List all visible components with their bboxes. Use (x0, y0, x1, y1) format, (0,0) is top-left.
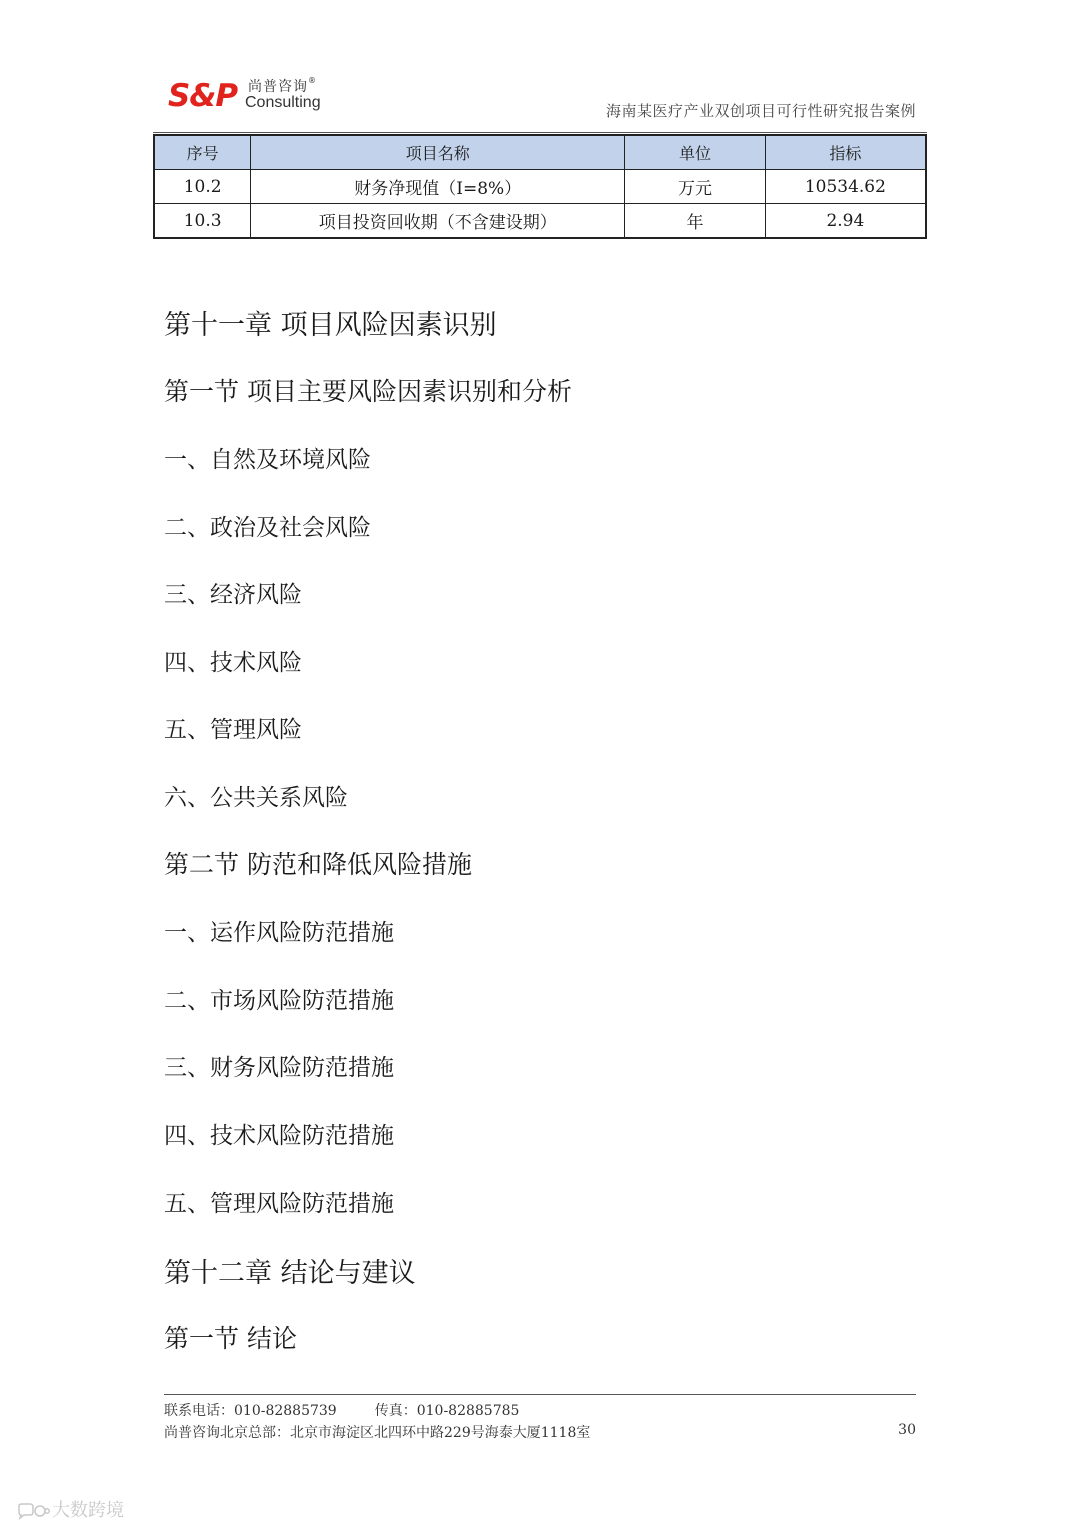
footer-divider (164, 1394, 916, 1395)
watermark (16, 1496, 124, 1522)
column-header: 序号 (154, 135, 251, 170)
outline-item: 四、技术风险防范措施 (164, 1123, 394, 1149)
outline-item: 五、管理风险 (164, 717, 302, 743)
table-cell: 万元 (625, 170, 766, 204)
section-heading: 第一节 项目主要风险因素识别和分析 (164, 377, 572, 406)
registered-mark: ® (308, 76, 317, 85)
column-header: 项目名称 (251, 135, 625, 170)
outline-item: 三、财务风险防范措施 (164, 1055, 394, 1081)
header-divider (153, 132, 927, 133)
table-row (154, 170, 926, 204)
watermark-text: 大数跨境 (52, 1500, 124, 1521)
chat-bubble-icon (16, 1502, 50, 1520)
table-cell: 10534.62 (765, 170, 926, 204)
outline-item: 一、运作风险防范措施 (164, 920, 394, 946)
outline-item: 五、管理风险防范措施 (164, 1191, 394, 1217)
footer-address: 尚普咨询北京总部：北京市海淀区北四环中路229号海泰大厦1118室 (164, 1425, 591, 1441)
page-number: 30 (898, 1422, 916, 1438)
outline-item: 一、自然及环境风险 (164, 447, 371, 473)
table-cell: 10.3 (154, 204, 251, 239)
logo-mark: S&P (168, 78, 238, 114)
outline-item: 二、政治及社会风险 (164, 515, 371, 541)
column-header: 单位 (625, 135, 766, 170)
outline-item: 三、经济风险 (164, 582, 302, 608)
logo-english-name: Consulting (245, 94, 321, 111)
table-cell: 项目投资回收期（不含建设期） (251, 204, 625, 239)
chapter-heading: 第十一章 项目风险因素识别 (164, 310, 497, 341)
logo-chinese-name: 尚普咨询® (248, 76, 317, 95)
table-header-row (154, 135, 926, 170)
company-logo (168, 72, 338, 122)
outline-item: 二、市场风险防范措施 (164, 988, 394, 1014)
outline-item: 六、公共关系风险 (164, 785, 348, 811)
table-row (154, 204, 926, 239)
table-cell: 2.94 (765, 204, 926, 239)
section-heading: 第一节 结论 (164, 1324, 297, 1353)
section-heading: 第二节 防范和降低风险措施 (164, 850, 472, 879)
table-cell: 财务净现值（I=8%） (251, 170, 625, 204)
footer-phone: 联系电话：010-82885739 (164, 1403, 337, 1419)
footer-fax: 传真：010-82885785 (374, 1403, 520, 1419)
table-cell: 年 (625, 204, 766, 239)
table-cell: 10.2 (154, 170, 251, 204)
metrics-table (153, 134, 927, 239)
footer-contact (164, 1400, 519, 1420)
chapter-heading: 第十二章 结论与建议 (164, 1258, 416, 1289)
report-title: 海南某医疗产业双创项目可行性研究报告案例 (605, 102, 916, 120)
outline-item: 四、技术风险 (164, 650, 302, 676)
column-header: 指标 (765, 135, 926, 170)
